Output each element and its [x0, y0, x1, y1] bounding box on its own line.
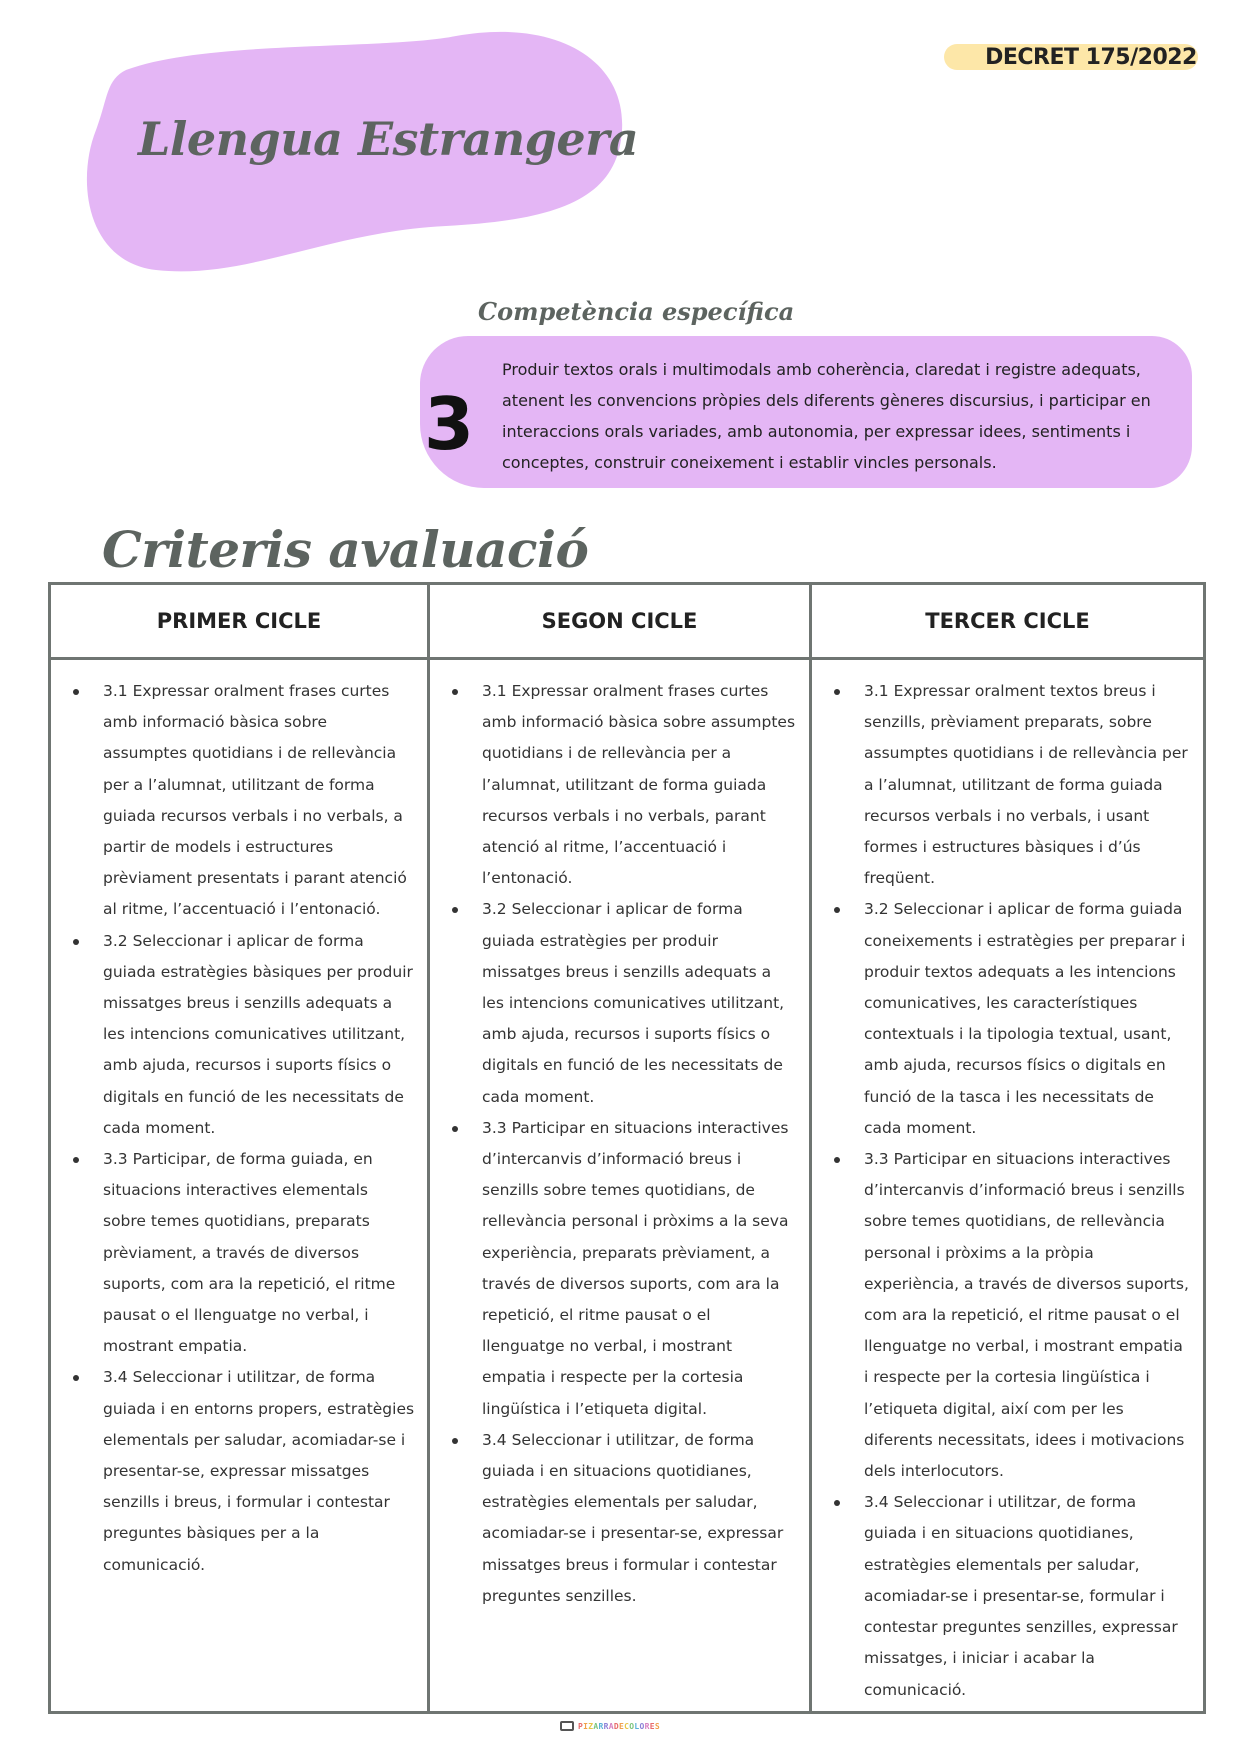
- criteria-list: [812, 660, 1203, 1706]
- criterion-item: 3.4 Seleccionar i utilitzar, de forma guiada i en entorns propers, estratègies elementals per saludar, acomiadar-se i presentar-se, expressar missatges senzills i breus, i formular i contestar preguntes bàsiques per a la comunicació.: [103, 1362, 415, 1580]
- criteria-list: [51, 660, 427, 1581]
- criterion-item: 3.1 Expressar oralment frases curtes amb informació bàsica sobre assumptes quotidians i de rellevància per a l’alumnat, utilitzant de forma guiada recursos verbals i no verbals, a partir de models i estructures prèviament presentats i parant atenció al ritme, l’accentuació i l’entonació.: [103, 676, 415, 926]
- criterion-item: 3.3 Participar en situacions interactives d’intercanvis d’informació breus i senzills sobre temes quotidians, de rellevància personal i pròxims a la seva experiència, preparats prèviament, a través de diversos suports, com ara la repetició, el ritme pausat o el llenguatge no verbal, i mostrant empatia i respecte per la cortesia lingüística i l’etiqueta digital.: [482, 1113, 797, 1425]
- criterion-item: 3.2 Seleccionar i aplicar de forma guiada estratègies bàsiques per produir missatges breus i senzills adequats a les intencions comunicatives utilitzant, amb ajuda, recursos i suports físics o digitals en funció de les necessitats de cada moment.: [103, 926, 415, 1144]
- criteria-title: Criteris avaluació: [102, 520, 589, 579]
- competence-number: 3: [424, 382, 475, 466]
- column-body-primer: [51, 660, 430, 1711]
- column-body-segon: [430, 660, 812, 1711]
- criterion-item: 3.3 Participar, de forma guiada, en situacions interactives elementals sobre temes quotidians, preparats prèviament, a través de diversos suports, com ara la repetició, el ritme pausat o el llenguatge no verbal, i mostrant empatia.: [103, 1144, 415, 1362]
- criterion-item: 3.1 Expressar oralment textos breus i senzills, prèviament preparats, sobre assumptes quotidians i de rellevància per a l’alumnat, utilitzant de forma guiada recursos verbals i no verbals, i usant formes i estructures bàsiques i d’ús freqüent.: [864, 676, 1191, 894]
- column-heading-primer: PRIMER CICLE: [51, 585, 430, 660]
- footer-logo: [560, 1716, 662, 1736]
- criterion-item: 3.4 Seleccionar i utilitzar, de forma guiada i en situacions quotidianes, estratègies elementals per saludar, acomiadar-se i presentar-se, expressar missatges breus i formular i contestar preguntes senzilles.: [482, 1425, 797, 1612]
- criterion-item: 3.3 Participar en situacions interactives d’intercanvis d’informació breus i senzills sobre temes quotidians, de rellevància personal i pròxims a la pròpia experiència, a través de diversos suports, com ara la repetició, el ritme pausat o el llenguatge no verbal, i mostrant empatia i respecte per la cortesia lingüística i l’etiqueta digital, així com per les diferents necessitats, idees i motivacions dels interlocutors.: [864, 1144, 1191, 1487]
- criterion-item: 3.2 Seleccionar i aplicar de forma guiada coneixements i estratègies per preparar i produir textos adequats a les intencions comunicatives, les característiques contextuals i la tipologia textual, usant, amb ajuda, recursos físics o digitals en funció de la tasca i les necessitats de cada moment.: [864, 894, 1191, 1144]
- column-heading-tercer: TERCER CICLE: [812, 585, 1203, 660]
- criteria-table: [48, 582, 1206, 1714]
- competence-text: Produir textos orals i multimodals amb coherència, claredat i registre adequats, atenent les convencions pròpies dels diferents gèneres discursius, i participar en interaccions orals variades, amb autonomia, per expressar idees, sentiments i conceptes, construir coneixement i establir vincles personals.: [502, 360, 1151, 472]
- competence-label: Competència específica: [478, 297, 795, 326]
- criterion-item: 3.2 Seleccionar i aplicar de forma guiada estratègies per produir missatges breus i senzills adequats a les intencions comunicatives utilitzant, amb ajuda, recursos i suports físics o digitals en funció de les necessitats de cada moment.: [482, 894, 797, 1112]
- criterion-item: 3.1 Expressar oralment frases curtes amb informació bàsica sobre assumptes quotidians i de rellevància per a l’alumnat, utilitzant de forma guiada recursos verbals i no verbals, parant atenció al ritme, l’accentuació i l’entonació.: [482, 676, 797, 894]
- column-body-tercer: [812, 660, 1203, 1711]
- criteria-list: [430, 660, 809, 1612]
- criterion-item: 3.4 Seleccionar i utilitzar, de forma guiada i en situacions quotidianes, estratègies elementals per saludar, acomiadar-se i presentar-se, formular i contestar preguntes senzilles, expressar missatges, i iniciar i acabar la comunicació.: [864, 1487, 1191, 1705]
- page-title: Llengua Estrangera: [138, 112, 639, 166]
- column-heading-segon: SEGON CICLE: [430, 585, 812, 660]
- decree-badge: DECRET 175/2022: [944, 44, 1198, 70]
- whiteboard-icon: [560, 1721, 574, 1731]
- footer-brand: PIZARRADECOLORES: [578, 1721, 660, 1731]
